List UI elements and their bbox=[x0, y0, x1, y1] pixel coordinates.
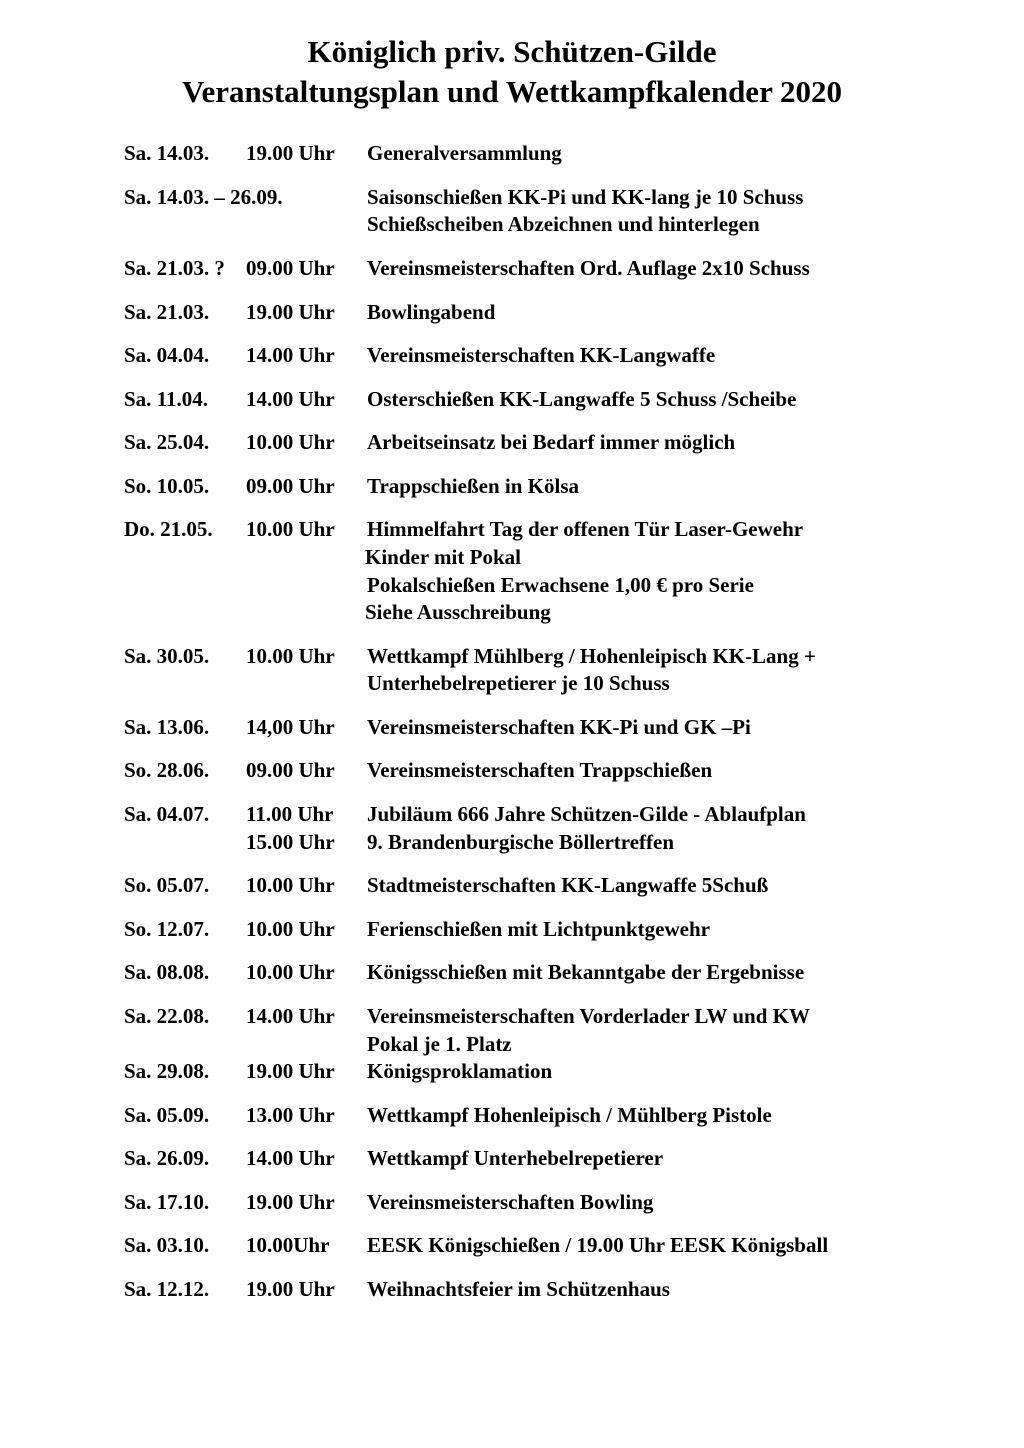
event-description: Generalversammlung bbox=[367, 141, 562, 165]
event-date: Sa. 17.10. bbox=[124, 1190, 210, 1214]
event-date: Sa. 04.07. bbox=[124, 802, 210, 826]
event-description: 9. Brandenburgische Böllertreffen bbox=[367, 830, 675, 854]
event-date: Sa. 21.03. ? bbox=[124, 256, 225, 280]
event-description: Pokal je 1. Platz bbox=[367, 1032, 512, 1056]
event-date: Sa. 26.09. bbox=[124, 1146, 210, 1170]
event-description: Schießscheiben Abzeichnen und hinterlegen bbox=[367, 212, 760, 236]
event-date: Sa. 29.08. bbox=[124, 1059, 210, 1083]
event-description: Wettkampf Hohenleipisch / Mühlberg Pistole bbox=[367, 1103, 772, 1127]
event-description: Königsschießen mit Bekanntgabe der Ergebnisse bbox=[367, 960, 805, 984]
event-time: 10.00 Uhr bbox=[246, 430, 335, 454]
event-date: Sa. 30.05. bbox=[124, 644, 210, 668]
event-time: 19.00 Uhr bbox=[246, 1277, 335, 1301]
event-date: Sa. 14.03. bbox=[124, 141, 210, 165]
event-date: Sa. 14.03. – 26.09. bbox=[124, 185, 283, 209]
event-time: 10.00 Uhr bbox=[246, 960, 335, 984]
event-description: Siehe Ausschreibung bbox=[365, 600, 551, 624]
event-description: Himmelfahrt Tag der offenen Tür Laser-Gewehr bbox=[367, 517, 804, 541]
event-date: Sa. 04.04. bbox=[124, 343, 210, 367]
event-time: 19.00 Uhr bbox=[246, 1059, 335, 1083]
event-time: 13.00 Uhr bbox=[246, 1103, 335, 1127]
event-time: 14.00 Uhr bbox=[246, 1004, 335, 1028]
event-time: 19.00 Uhr bbox=[246, 1190, 335, 1214]
event-description: Unterhebelrepetierer je 10 Schuss bbox=[367, 671, 670, 695]
event-date: Sa. 11.04. bbox=[124, 387, 209, 411]
event-description: Kinder mit Pokal bbox=[365, 545, 521, 569]
event-description: Saisonschießen KK-Pi und KK-lang je 10 Schuss bbox=[367, 185, 804, 209]
event-description: Vereinsmeisterschaften Ord. Auflage 2x10 Schuss bbox=[367, 256, 810, 280]
event-description: Weihnachtsfeier im Schützenhaus bbox=[367, 1277, 670, 1301]
event-description: Trappschießen in Kölsa bbox=[367, 474, 579, 498]
event-description: Vereinsmeisterschaften Trappschießen bbox=[367, 758, 713, 782]
event-date: Sa. 21.03. bbox=[124, 300, 210, 324]
event-date: Sa. 25.04. bbox=[124, 430, 210, 454]
event-description: Königsproklamation bbox=[367, 1059, 553, 1083]
event-time: 19.00 Uhr bbox=[246, 141, 335, 165]
event-time: 09.00 Uhr bbox=[246, 256, 335, 280]
event-date: Sa. 12.12. bbox=[124, 1277, 210, 1301]
event-time: 09.00 Uhr bbox=[246, 758, 335, 782]
event-time: 10.00 Uhr bbox=[246, 917, 335, 941]
event-description: Vereinsmeisterschaften Vorderlader LW und KW bbox=[367, 1004, 810, 1028]
event-date: So. 28.06. bbox=[124, 758, 210, 782]
event-time: 15.00 Uhr bbox=[246, 830, 335, 854]
event-description: Osterschießen KK-Langwaffe 5 Schuss /Scheibe bbox=[367, 387, 797, 411]
event-time: 14,00 Uhr bbox=[246, 715, 335, 739]
event-description: Stadtmeisterschaften KK-Langwaffe 5Schuß bbox=[367, 873, 769, 897]
document-title-line-2: Veranstaltungsplan und Wettkampfkalender 2020 bbox=[181, 74, 843, 109]
event-date: Sa. 08.08. bbox=[124, 960, 210, 984]
event-description: Vereinsmeisterschaften Bowling bbox=[367, 1190, 654, 1214]
event-description: EESK Königschießen / 19.00 Uhr EESK Königsball bbox=[367, 1233, 829, 1257]
event-date: So. 10.05. bbox=[124, 474, 210, 498]
event-time: 10.00 Uhr bbox=[246, 517, 335, 541]
event-date: Sa. 22.08. bbox=[124, 1004, 210, 1028]
event-description: Wettkampf Mühlberg / Hohenleipisch KK-Lang + bbox=[367, 644, 816, 668]
event-description: Pokalschießen Erwachsene 1,00 € pro Serie bbox=[367, 573, 754, 597]
event-time: 14.00 Uhr bbox=[246, 387, 335, 411]
event-time: 09.00 Uhr bbox=[246, 474, 335, 498]
event-date: Sa. 13.06. bbox=[124, 715, 210, 739]
event-date: So. 05.07. bbox=[124, 873, 210, 897]
event-description: Vereinsmeisterschaften KK-Langwaffe bbox=[367, 343, 716, 367]
event-description: Bowlingabend bbox=[367, 300, 496, 324]
event-date: Sa. 05.09. bbox=[124, 1103, 210, 1127]
event-time: 10.00Uhr bbox=[246, 1233, 330, 1257]
event-description: Vereinsmeisterschaften KK-Pi und GK –Pi bbox=[367, 715, 751, 739]
event-time: 10.00 Uhr bbox=[246, 873, 335, 897]
event-time: 10.00 Uhr bbox=[246, 644, 335, 668]
event-description: Arbeitseinsatz bei Bedarf immer möglich bbox=[367, 430, 736, 454]
event-description: Ferienschießen mit Lichtpunktgewehr bbox=[367, 917, 710, 941]
event-time: 19.00 Uhr bbox=[246, 300, 335, 324]
document-title-line-1: Königlich priv. Schützen-Gilde bbox=[307, 34, 717, 69]
event-date: So. 12.07. bbox=[124, 917, 210, 941]
event-date: Sa. 03.10. bbox=[124, 1233, 210, 1257]
event-time: 14.00 Uhr bbox=[246, 343, 335, 367]
event-description: Jubiläum 666 Jahre Schützen-Gilde - Ablaufplan bbox=[367, 802, 806, 826]
event-time: 14.00 Uhr bbox=[246, 1146, 335, 1170]
event-date: Do. 21.05. bbox=[124, 517, 213, 541]
event-time: 11.00 Uhr bbox=[246, 802, 334, 826]
event-description: Wettkampf Unterhebelrepetierer bbox=[367, 1146, 664, 1170]
